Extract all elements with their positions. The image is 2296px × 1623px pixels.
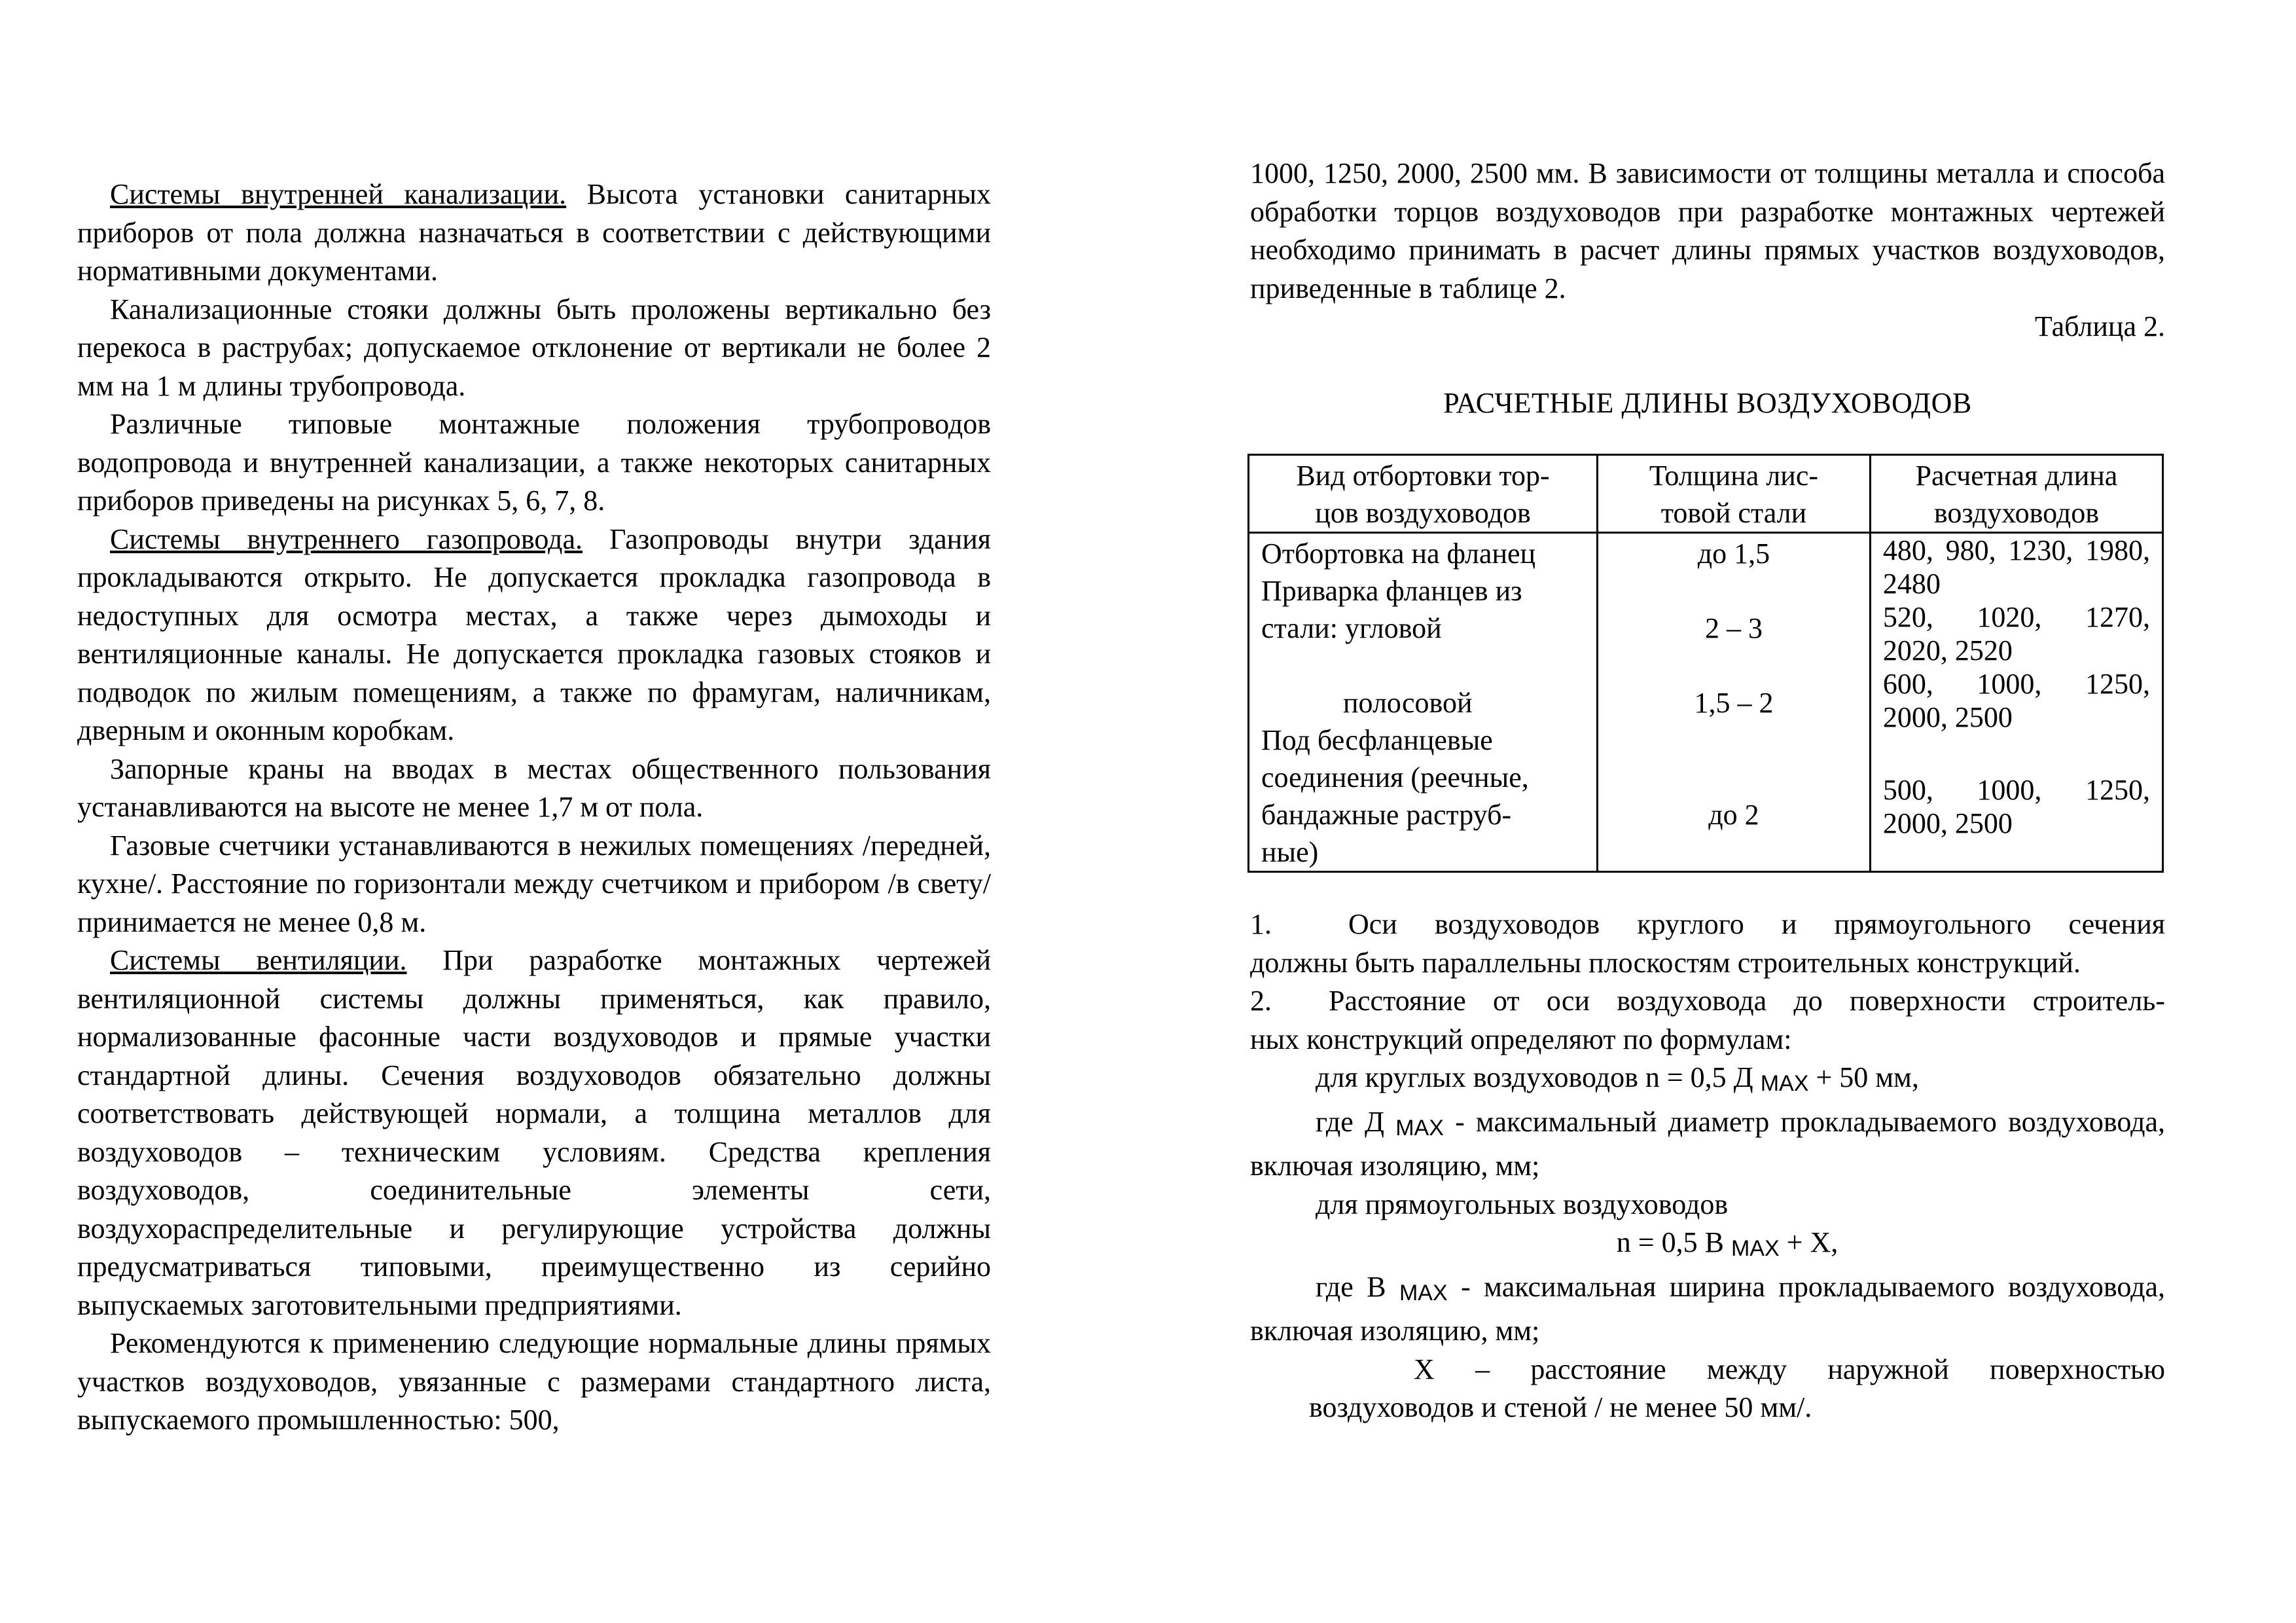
heading-ventilation: Системы вентиляции.: [110, 944, 407, 976]
table-header-row: [1249, 455, 2163, 533]
paragraph-lengths: Рекомендуются к применению следующие нормальные длины прямых участков воздуховодов, увязанные с размерами стандартного листа, выпускаемого промышленностью: 500,: [77, 1327, 991, 1436]
paragraph-gas: [77, 520, 991, 750]
formula-round-explanation: где Д $_{MAX}$ - максимальный диаметр прокладываемого воздуховода, включая изоляцию, мм;: [1250, 1105, 2165, 1182]
formula-rect: n = 0,5 B $_{MAX}$ + X,: [1616, 1226, 1839, 1261]
heading-sewerage: Системы внутренней канализации.: [110, 178, 567, 210]
paragraph-ventilation: [77, 941, 991, 1324]
cell-flanging-types: Отбортовка на фланец Приварка фланцев из стали: угловой полосовой Под бесфланцевые соединения (реечные, бандажные раструб- ные): [1249, 533, 1598, 872]
right-column: [1250, 155, 2165, 1427]
duct-length-table: [1247, 454, 2164, 873]
formula-round: для круглых воздуховодов n = 0,5 Д $_{MAX}$ + 50 мм,: [1316, 1061, 1919, 1096]
text-gas: Газопроводы внутри здания прокладываются открыто. Не допускается прокладка газопровода в недоступных для осмотра местах, а также через дымоходы и вентиляционные каналы. Не допускается прокладка газовых стояков и подводок по жилым помещениям, а также по фрамугам, наличникам, дверным и оконным коробкам.: [77, 522, 992, 746]
table-row: [1249, 533, 2163, 872]
header-length: Расчетная длина воздуховодов: [1870, 455, 2162, 533]
formula-x-explanation: X – расстояние между наружной поверхностью: [1414, 1353, 2165, 1385]
list-item-1: 1. Оси воздуховодов круглого и прямоугольного сечения: [1250, 908, 2165, 940]
list-item-2: 2. Расстояние от оси воздуховода до поверхности строитель-: [1250, 985, 2165, 1017]
list-item-1-rest: должны быть параллельны плоскостям строительных конструкций.: [1250, 946, 2081, 979]
header-thickness: Толщина лис- товой стали: [1598, 455, 1871, 533]
paragraph-continuation: 1000, 1250, 2000, 2500 мм. В зависимости от толщины металла и способа обработки торцов воздуховодов при разработке монтажных чертежей необходимо принимать в расчет длины прямых участков воздуховодов, приведенные в таблице 2.: [1250, 157, 2165, 304]
paragraph-risers: Канализационные стояки должны быть проложены вертикально без перекоса в раструбах; допускаемое отклонение от вертикали не более 2 мм на 1 м длины трубопровода.: [77, 293, 991, 402]
paragraph-valves: Запорные краны на вводах в местах общественного пользования устанавливаются на высоте не менее 1,7 м от пола.: [77, 752, 991, 823]
formula-rect-label: для прямоугольных воздуховодов: [1316, 1188, 1729, 1220]
text-ventilation: При разработке монтажных чертежей вентиляционной системы должны применяться, как правило, нормализованные фасонные части воздуховодов и прямые участки стандартной длины. Сечения воздуховодов обязательно должны соответствовать действующей нормали, а толщина металлов для воздуховодов – техническим условиям. Средства крепления воздуховодов, соединительные элементы сети, воздухораспределительные и регулирующие устройства должны предусматриваться типовыми, преимущественно из серийно выпускаемых заготовительными предприятиями.: [77, 944, 991, 1321]
text-sewerage: Высота установки санитарных приборов от пола должна назначаться в соответствии с действующими нормативными документами.: [77, 178, 991, 287]
table-title: РАСЧЕТНЫЕ ДЛИНЫ ВОЗДУХОВОДОВ: [1443, 386, 1972, 419]
paragraph-sewerage: [77, 175, 991, 291]
table-label: Таблица 2.: [2034, 310, 2165, 342]
header-flanging: Вид отбортовки тор- цов воздуховодов: [1249, 455, 1598, 533]
cell-lengths: 480, 980, 1230, 1980, 2480 520, 1020, 1270, 2020, 2520 600, 1000, 1250, 2000, 2500 500, 1000, 1250, 2000, 2500: [1870, 533, 2162, 872]
list-item-2-rest: ных конструкций определяют по формулам:: [1250, 1023, 1792, 1055]
formula-x-explanation-rest: воздуховодов и стеной / не менее 50 мм/.: [1309, 1391, 1812, 1423]
paragraph-mounting: Различные типовые монтажные положения трубопроводов водопровода и внутренней канализации, а также некоторых санитарных приборов приведены на рисунках 5, 6, 7, 8.: [77, 408, 991, 517]
formula-rect-explanation: где B $_{MAX}$ - максимальная ширина прокладываемого воздуховода, включая изоляцию, мм;: [1250, 1270, 2165, 1347]
cell-thicknesses: до 1,5 2 – 3 1,5 – 2 до 2: [1598, 533, 1871, 872]
left-column: [77, 175, 991, 1440]
paragraph-meters: Газовые счетчики устанавливаются в нежилых помещениях /передней, кухне/. Расстояние по горизонтали между счетчиком и прибором /в свету/ принимается не менее 0,8 м.: [77, 829, 991, 938]
heading-gas: Системы внутреннего газопровода.: [110, 522, 583, 555]
